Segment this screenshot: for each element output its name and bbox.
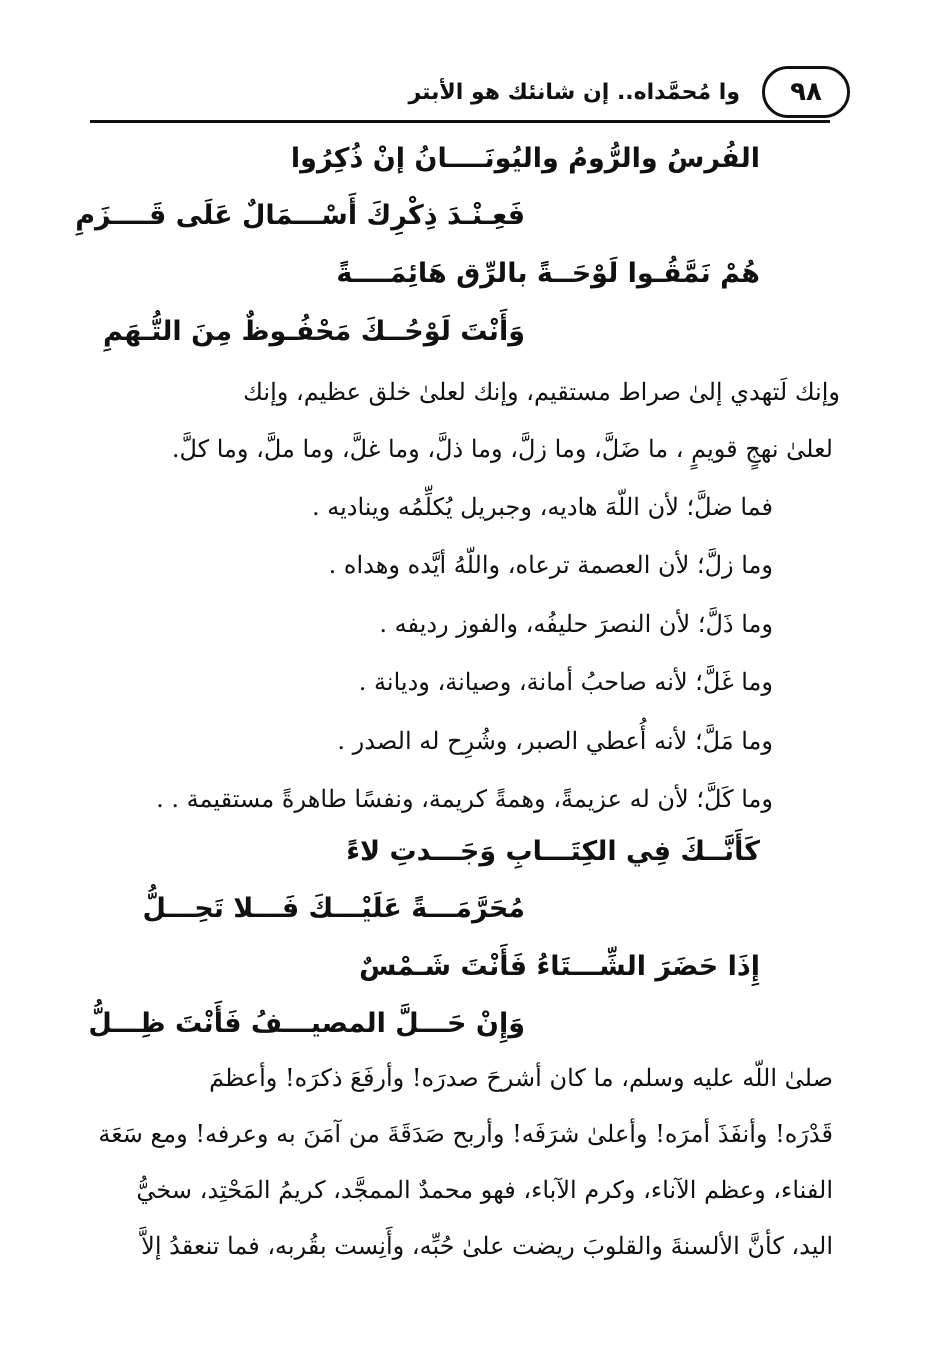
header-rule bbox=[90, 120, 830, 123]
poem1-line3: هُمْ نَمَّقُـوا لَوْحَــةً بالرِّق هَائِمَــــةً bbox=[336, 258, 760, 289]
page-header bbox=[90, 58, 850, 128]
para2-line2: قَدْرَه! وأنفَذَ أمرَه! وأعلىٰ شرَفَه! وأربح صَدَقَةَ من آمَنَ به وعرفه! ومع سَعَة bbox=[98, 1120, 833, 1148]
poem1-line4: وَأَنْتَ لَوْحُــكَ مَحْفُـوظٌ مِنَ التُّـهَمِ bbox=[103, 316, 525, 347]
poem1-line1: الفُرسُ والرُّومُ واليُونَــــانُ إنْ ذُكِرُوا bbox=[290, 143, 760, 174]
para2-line4: اليد، كأنَّ الألسنةَ والقلوبَ ريضت علىٰ حُبِّه، وأَنِست بقُربه، فما تنعقدُ إلاَّ bbox=[141, 1232, 833, 1260]
reason-line-2: وما زلَّ؛ لأن العصمة ترعاه، واللّهُ أيَّده وهداه . bbox=[328, 551, 773, 579]
reason-line-6: وما كَلَّ؛ لأن له عزيمةً، وهمةً كريمة، ونفسًا طاهرةً مستقيمة . . bbox=[156, 785, 773, 813]
poem2-line3: إِذَا حَضَرَ الشِّـــتَاءُ فَأَنْتَ شَـمْسٌ bbox=[359, 951, 760, 982]
para1-line1: وإنك لَتهدي إلىٰ صراط مستقيم، وإنك لعلىٰ خلق عظيم، وإنك bbox=[243, 378, 840, 406]
poem2-line2: مُحَرَّمَـــةً عَلَيْـــكَ فَـــلا تَحِـــلُّ bbox=[142, 893, 525, 924]
reason-line-3: وما ذَلَّ؛ لأن النصرَ حليفُه، والفوز رديفه . bbox=[379, 610, 773, 638]
reason-line-1: فما ضلَّ؛ لأن اللّهَ هاديه، وجبريل يُكلِّمُه ويناديه . bbox=[311, 493, 773, 521]
para2-line3: الفناء، وعظم الآناء، وكرم الآباء، فهو محمدٌ الممجَّد، كريمُ المَحْتِد، سخيُّ bbox=[136, 1176, 833, 1204]
poem2-line1: كَأَنَّــكَ فِي الكِتَـــابِ وَجَـــدتِ لاءً bbox=[346, 836, 760, 867]
reason-line-5: وما مَلَّ؛ لأنه أُعطي الصبر، وشُرِح له الصدر . bbox=[337, 727, 773, 755]
running-title: وا مُحمَّداه.. إن شانئك هو الأبتر bbox=[408, 80, 740, 105]
para1-line2: لعلىٰ نهجٍ قويمٍ ، ما ضَلَّ، وما زلَّ، وما ذلَّ، وما غلَّ، وما ملَّ، وما كلَّ. bbox=[171, 435, 833, 463]
reason-line-4: وما غَلَّ؛ لأنه صاحبُ أمانة، وصيانة، وديانة . bbox=[358, 668, 773, 696]
poem1-line2: فَعِـنْـدَ ذِكْرِكَ أَسْـــمَالٌ عَلَى قَــــزَمِ bbox=[75, 200, 525, 231]
page-number: ٩٨ bbox=[762, 66, 850, 118]
para2-line1: صلىٰ اللّه عليه وسلم، ما كان أشرحَ صدرَه! وأرفَعَ ذكرَه! وأعظمَ bbox=[209, 1064, 833, 1092]
poem2-line4: وَإِنْ حَـــلَّ المصيـــفُ فَأَنْتَ ظِـــلُّ bbox=[88, 1008, 525, 1039]
